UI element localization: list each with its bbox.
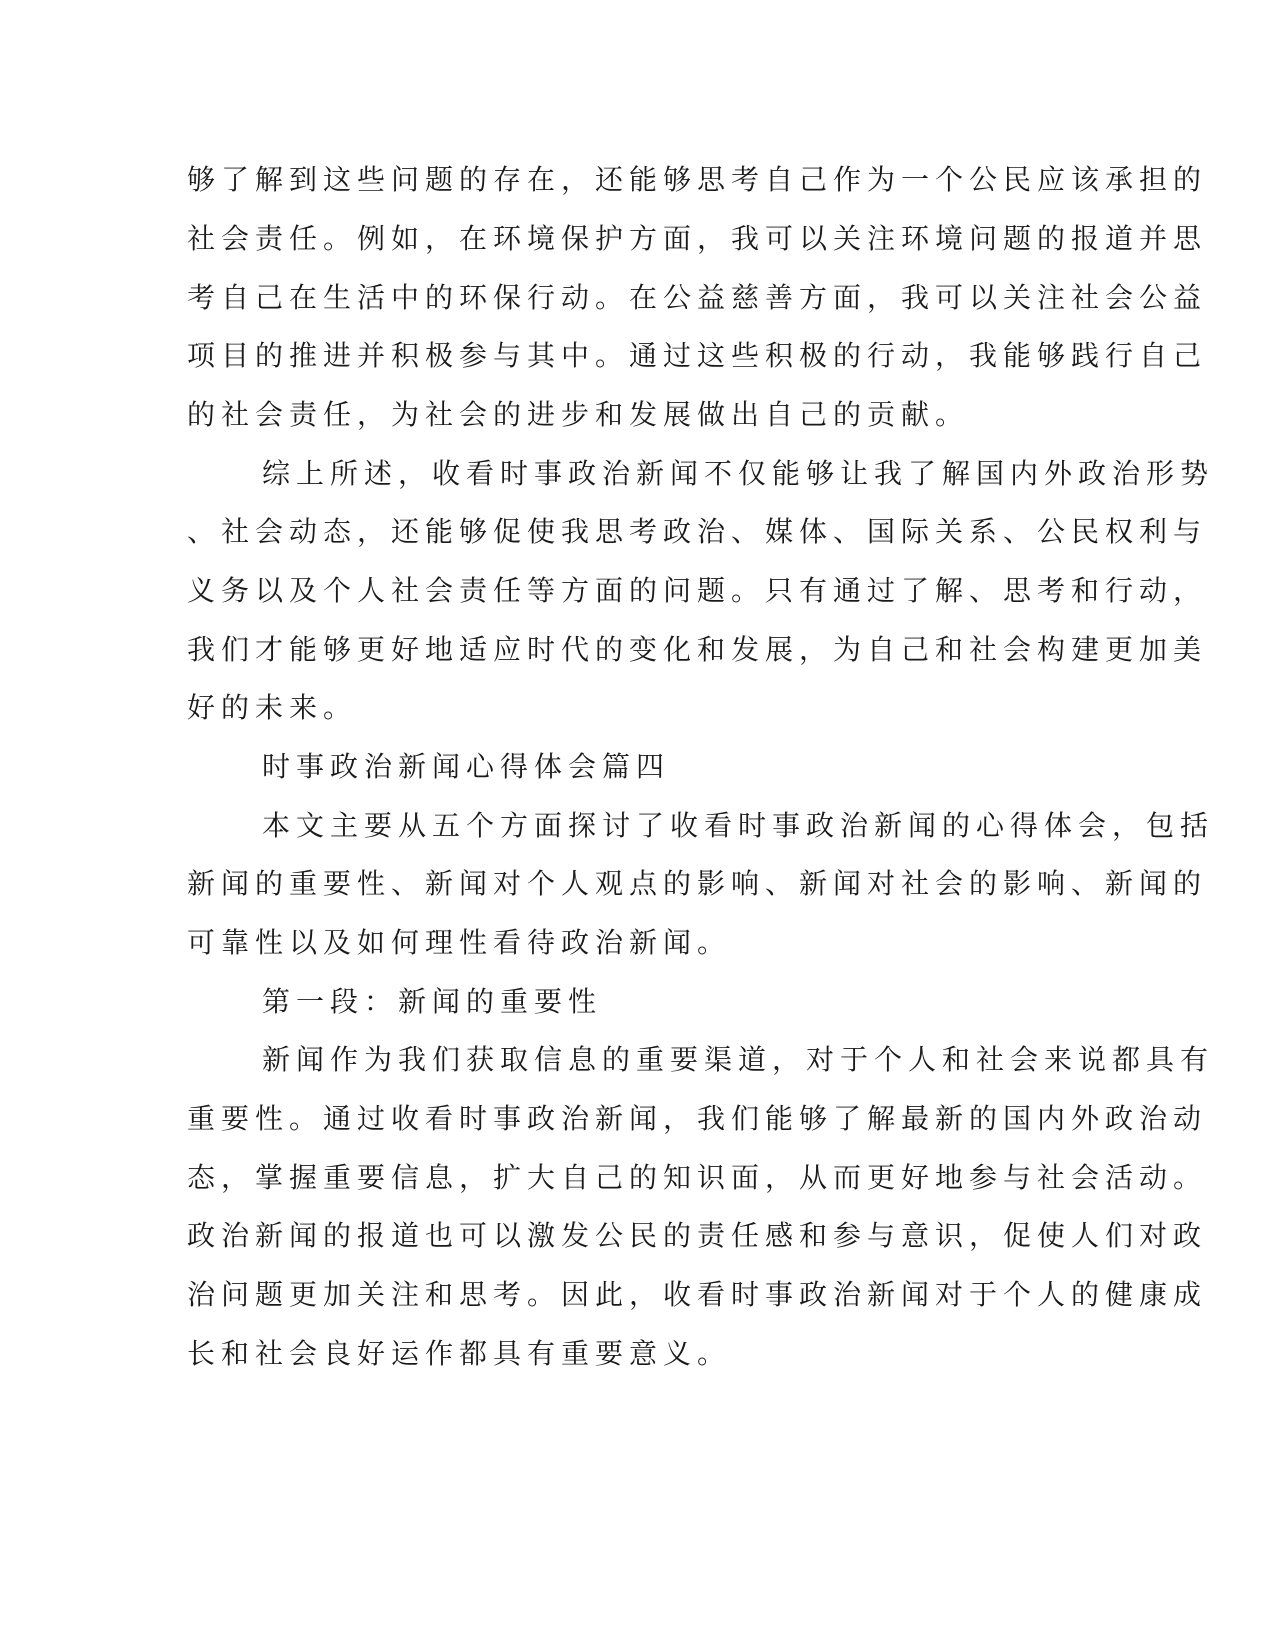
body-text-line: 考自己在生活中的环保行动。在公益慈善方面，我可以关注社会公益	[187, 281, 1208, 314]
body-text-line: 长和社会良好运作都具有重要意义。	[187, 1337, 732, 1370]
body-text-line: 态，掌握重要信息，扩大自己的知识面，从而更好地参与社会活动。	[187, 1161, 1208, 1194]
body-text-line: 够了解到这些问题的存在，还能够思考自己作为一个公民应该承担的	[187, 163, 1208, 196]
paragraph-heading: 第一段：新闻的重要性	[262, 985, 603, 1018]
body-text-line: 的社会责任，为社会的进步和发展做出自己的贡献。	[187, 398, 970, 431]
body-text-line: 可靠性以及如何理性看待政治新闻。	[187, 926, 732, 959]
body-text-line: 我们才能够更好地适应时代的变化和发展，为自己和社会构建更加美	[187, 633, 1208, 666]
body-text-line: 本文主要从五个方面探讨了收看时事政治新闻的心得体会，包括	[262, 809, 1215, 842]
body-text-line: 新闻的重要性、新闻对个人观点的影响、新闻对社会的影响、新闻的	[187, 867, 1208, 900]
body-text-line: 治问题更加关注和思考。因此，收看时事政治新闻对于个人的健康成	[187, 1278, 1208, 1311]
body-text-line: 好的未来。	[187, 691, 358, 724]
body-text-line: 社会责任。例如，在环境保护方面，我可以关注环境问题的报道并思	[187, 222, 1208, 255]
body-text-line: 政治新闻的报道也可以激发公民的责任感和参与意识，促使人们对政	[187, 1219, 1208, 1252]
body-text-line: 综上所述，收看时事政治新闻不仅能够让我了解国内外政治形势	[262, 457, 1215, 490]
section-heading: 时事政治新闻心得体会篇四	[262, 750, 671, 783]
body-text-line: 义务以及个人社会责任等方面的问题。只有通过了解、思考和行动，	[187, 574, 1208, 607]
body-text-line: 重要性。通过收看时事政治新闻，我们能够了解最新的国内外政治动	[187, 1102, 1208, 1135]
body-text-line: 新闻作为我们获取信息的重要渠道，对于个人和社会来说都具有	[262, 1043, 1215, 1076]
body-text-line: 项目的推进并积极参与其中。通过这些积极的行动，我能够践行自己	[187, 339, 1208, 372]
body-text-line: 、社会动态，还能够促使我思考政治、媒体、国际关系、公民权利与	[187, 515, 1208, 548]
